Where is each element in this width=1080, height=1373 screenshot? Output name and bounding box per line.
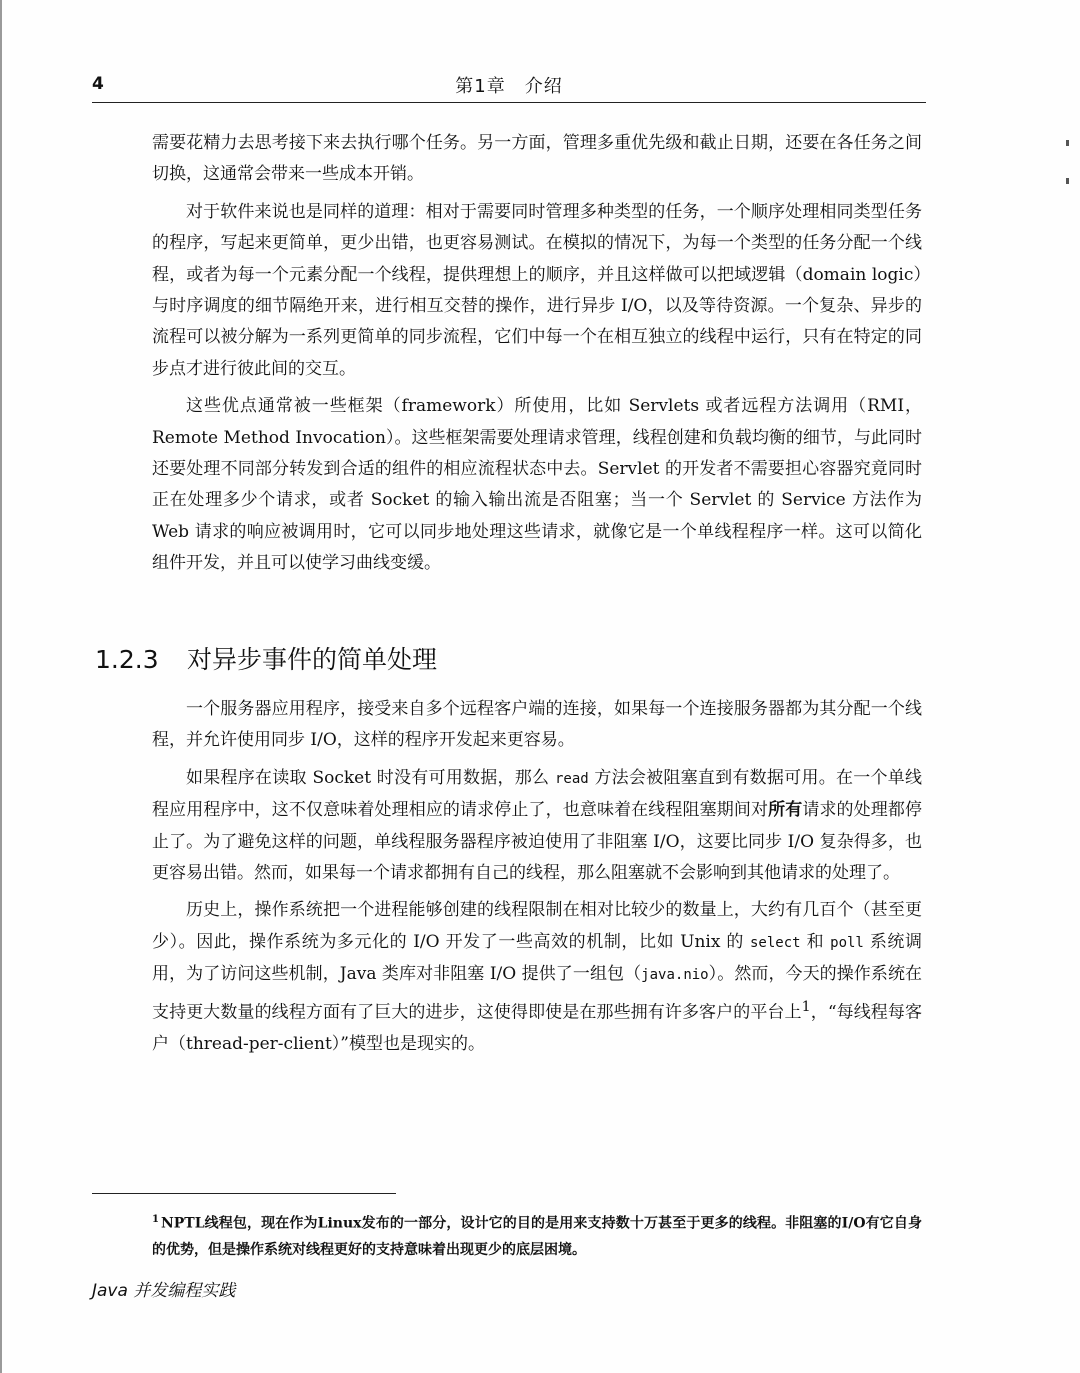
footnote-divider [92, 1193, 396, 1194]
section-title: 对异步事件的简单处理 [187, 645, 438, 674]
text-run: 和 [800, 931, 831, 952]
page-edge-shadow [0, 0, 2, 1373]
text-run: ）。然而，今天的操作系统在支持更大数量的线程方面有了巨大的进步，这使得即使是在那些拥有许多客户的平台上 [152, 964, 923, 1023]
section-heading [95, 640, 437, 676]
chapter-title: 第1章 介绍 [455, 76, 563, 97]
text-run: 方法会被阻塞直到有数据可用。在一个单线程应用程序中，这不仅意味着处理相应的请求停止了，也意味着在线程阻塞期间对 [152, 767, 922, 821]
text-run: 如果程序在读取 Socket 时没有可用数据，那么 [186, 767, 555, 788]
footnote-marker: 1 [152, 1214, 159, 1225]
page-number: 4 [92, 74, 104, 94]
intro-text-block [152, 128, 922, 580]
section-number: 1.2.3 [95, 645, 159, 674]
text-run: 请求的处理都停止了。为了避免这样的问题，单线程服务器程序被迫使用了非阻塞 I/O，这要比同步 I/O 复杂得多，也更容易出错。然而，如果每一个请求都拥有自己的线程，那么阻塞就不会影响到其他请求的处理了。 [152, 800, 923, 884]
text-run: 历史上，操作系统把一个进程能够创建的线程限制在相对比较少的数量上，大约有几百个（甚至更少）。因此，操作系统为多元化的 I/O 开发了一些高效的机制，比如 Unix 的 [152, 900, 922, 952]
text-run: 系统调用，为了访问这些机制，Java 类库对非阻塞 I/O 提供了一组包（ [152, 931, 923, 985]
emphasis-all: 所有 [768, 800, 803, 821]
scan-mark [1066, 178, 1069, 184]
code-poll: poll [830, 934, 864, 951]
scan-mark [1066, 140, 1069, 146]
book-title-footer: Java 并发编程实践 [92, 1281, 236, 1301]
paragraph-1: 需要花精力去思考接下来去执行哪个任务。另一方面，管理多重优先级和截止日期，还要在各任务之间切换，这通常会带来一些成本开销。 [152, 133, 922, 185]
section-paragraph-1: 一个服务器应用程序，接受来自多个远程客户端的连接，如果每一个连接服务器都为其分配一个线程，并允许使用同步 I/O，这样的程序开发起来更容易。 [152, 699, 922, 751]
footnote-reference[interactable]: 1 [801, 998, 811, 1015]
code-select: select [750, 934, 801, 951]
section-paragraph-2 [152, 763, 922, 890]
running-header [92, 70, 926, 103]
section-paragraph-3 [152, 895, 922, 1060]
text-run: ，“每线程每客户（thread-per-client）”模型也是现实的。 [152, 1002, 922, 1054]
code-read: read [554, 770, 589, 787]
code-java-nio: java.nio [641, 967, 709, 984]
footnote [152, 1207, 922, 1263]
section-text-block [152, 694, 922, 1060]
paragraph-3: 这些优点通常被一些框架（framework）所使用，比如 Servlets 或者远程方法调用（RMI，Remote Method Invocation）。这些框架需要处理请求管理，线程创建和负载均衡的细节，与此同时还要处理不同部分转发到合适的组件的相应流程状态中去。Servlet 的开发者不需要担心容器究竟同时正在处理多少个请求，或者 Socket 的输入输出流是否阻塞；当一个 Servlet 的 Service 方法作为 Web 请求的响应被调用时，它可以同步地处理这些请求，就像它是一个单线程程序一样。这可以简化组件开发，并且可以使学习曲线变缓。 [152, 396, 922, 574]
paragraph-2: 对于软件来说也是同样的道理：相对于需要同时管理多种类型的任务，一个顺序处理相同类型任务的程序，写起来更简单，更少出错，也更容易测试。在模拟的情况下，为每一个类型的任务分配一个线程，或者为每一个元素分配一个线程，提供理想上的顺序，并且这样做可以把域逻辑（domain logic）与时序调度的细节隔绝开来，进行相互交替的操作，进行异步 I/O，以及等待资源。一个复杂、异步的流程可以被分解为一系列更简单的同步流程，它们中每一个在相互独立的线程中运行，只有在特定的同步点才进行彼此间的交互。 [152, 201, 922, 379]
footnote-text: NPTL线程包，现在作为Linux发布的一部分，设计它的目的是用来支持数十万甚至于更多的线程。非阻塞的I/O有它自身的优势，但是操作系统对线程更好的支持意味着出现更少的底层困境。 [152, 1215, 922, 1258]
